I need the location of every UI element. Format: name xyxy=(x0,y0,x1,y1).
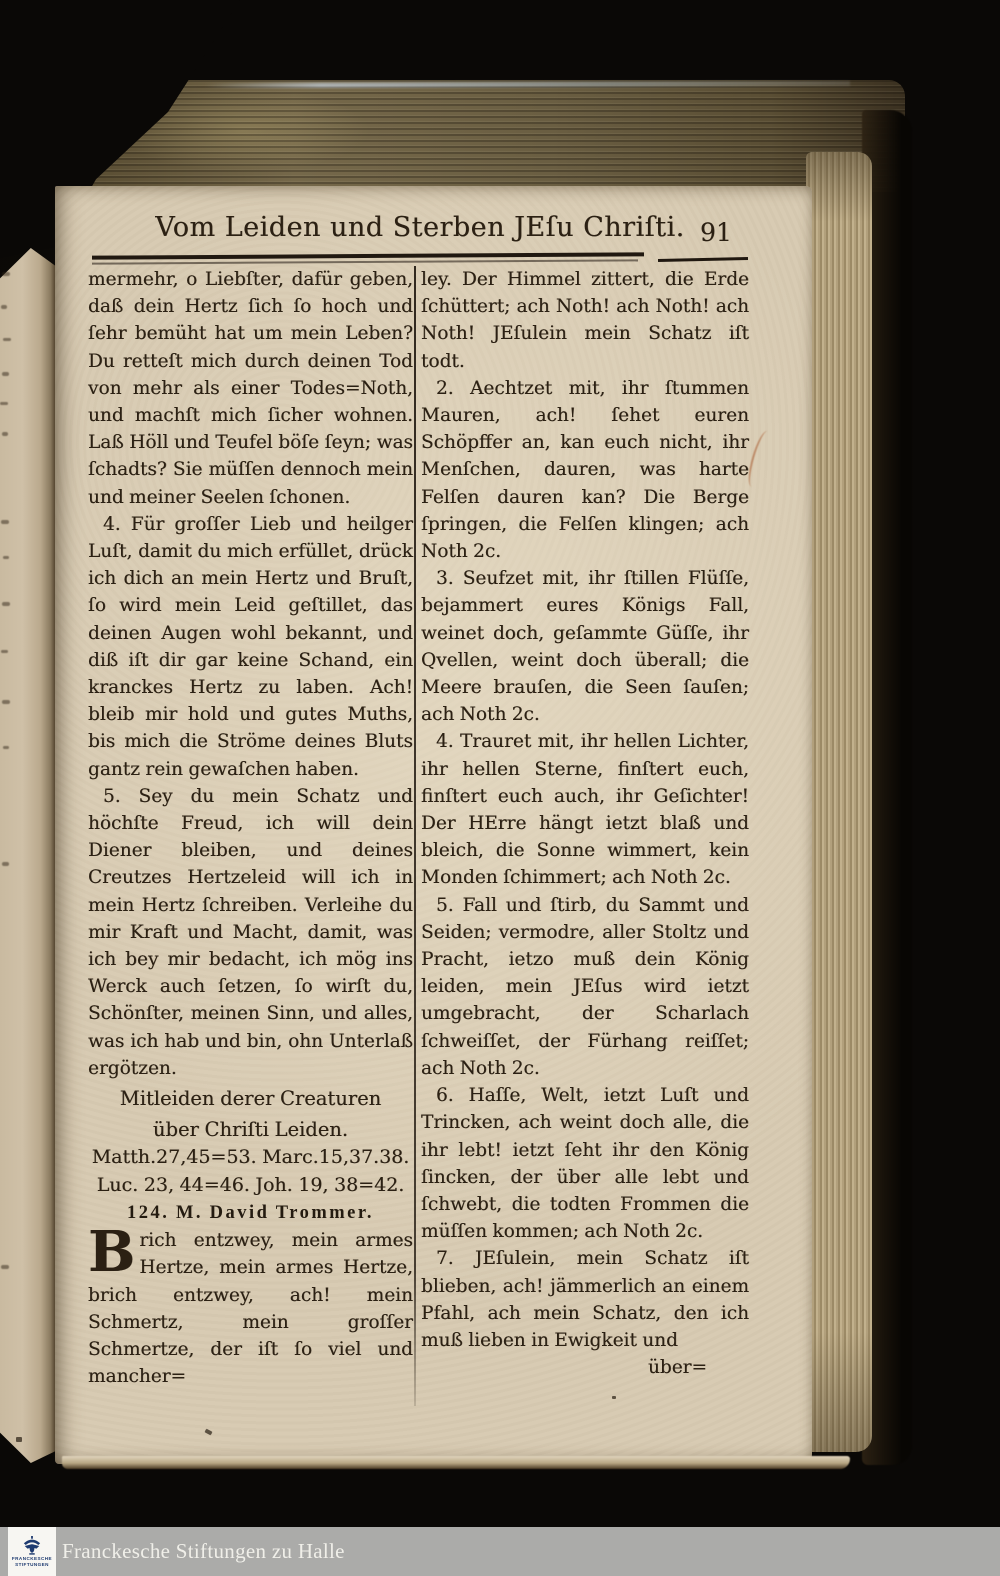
ghost-mark xyxy=(0,402,8,405)
stanza-paragraph: 7. JEſulein, mein Schatz iſt blieben, ach! jämmerlich an einem Pfahl, ach mein Schatz, den ich muß lieben in Ewigkeit und xyxy=(421,1248,749,1351)
footer-institution-title: Franckesche Stiftungen zu Halle xyxy=(62,1539,345,1563)
eagle-canopy-icon xyxy=(21,1536,43,1555)
hymn-continuation-paragraph: mermehr, o Liebſter, dafür geben, daß dein Hertz ſich ſo hoch und ſehr bemüht hat um mein Leben? Du retteſt mich durch deinen Tod von mehr als einer Todes=Noth, und machſt mich ſicher wohnen. Laß Höll und Teufel böſe ſeyn; was ſchadts? Sie müſſen dennoch mein und meiner Seelen ſchonen. xyxy=(88,269,413,508)
ghost-mark xyxy=(2,432,8,436)
ghost-mark xyxy=(1,305,7,309)
ghost-mark xyxy=(2,372,9,376)
ghost-mark xyxy=(3,746,9,749)
column-divider-rule xyxy=(414,266,416,1406)
book-bottom-edge xyxy=(62,1456,850,1469)
ghost-mark xyxy=(1,1265,9,1269)
ghost-mark xyxy=(2,700,10,704)
stanza-paragraph: 5. Sey du mein Schatz und höchſte Freud, ich will dein Diener bleiben, und deines Creutzes Hertzeleid will ich in mein Hertz ſchreiben. Verleihe du mir Kraft und Macht, damit, was ich bey mir bedacht, ich mög ins Werck auch ſetzen, ſo wirſt du, Schönſter, meinen Sinn, und alles, was ich hab und bin, ohn Unterlaß ergötzen. xyxy=(88,785,413,1079)
text-column-left xyxy=(88,266,413,1390)
scripture-reference-line: Matth.27,45=53. Marc.15,37.38. xyxy=(91,1146,410,1169)
stanza-paragraph: 4. Für groſſer Lieb und heilger Luſt, damit du mich erfüllet, drück ich dich an mein Hertz und Bruſt, ſo wird mein Leid geſtillet, das deinen Augen wohl bekannt, und diß iſt dir gar keine Schand, ein kranckes Hertz zu laben. Ach! bleib mir hold und gutes Muths, bis mich die Ströme deines Bluts gantz rein gewaſchen haben. xyxy=(88,513,413,780)
paper-speck xyxy=(16,1437,22,1442)
ghost-mark xyxy=(2,862,9,866)
text-column-right xyxy=(421,266,749,1381)
section-heading-line: Mitleiden derer Creaturen xyxy=(119,1087,382,1111)
book-fore-edge xyxy=(806,152,872,1452)
franckesche-stiftungen-logo[interactable] xyxy=(8,1527,56,1576)
page-number: 91 xyxy=(700,218,732,247)
ghost-mark xyxy=(2,272,10,276)
running-header-title: Vom Leiden und Sterben JEſu Chriſti. xyxy=(155,212,685,243)
ghost-mark xyxy=(1,520,9,524)
hymn-continuation-paragraph: ley. Der Himmel zittert, die Erde ſchüttert; ach Noth! ach Noth! ach Noth! JEſulein mein Schatz iſt todt. xyxy=(421,269,749,372)
hymn-opening-text: rich entzwey, mein armes Hertze, mein armes Hertze, brich entzwey, ach! mein Schmertz, mein groſſer Schmertze, der iſt ſo viel und mancher= xyxy=(88,1230,413,1388)
stanza-paragraph: 4. Trauret mit, ihr hellen Lichter, ihr hellen Sterne, finſtert euch, finſtert euch auch, ihr Geſichter! Der HErre hängt ietzt blaß und bleich, die Sonne wimmert, kein Monden ſchimmert; ach Noth 2c. xyxy=(421,731,749,889)
facing-page-edge xyxy=(0,248,56,1463)
ghost-mark xyxy=(1,650,8,653)
stanza-paragraph: 5. Fall und ſtirb, du Sammt und Seiden; vermodre, aller Stoltz und Pracht, ietzo muß dein König leiden, mein JEſus wird ietzt umgebracht, der Scharlach ſchweiſſet, der Fürhang reiſſet; ach Noth 2c. xyxy=(421,894,749,1079)
hymn-number-author: 124. M. David Trommer. xyxy=(126,1203,375,1224)
catchword: über= xyxy=(647,1357,707,1379)
paper-speck xyxy=(612,1396,616,1399)
logo-text-line: STIFTUNGEN xyxy=(15,1562,49,1567)
book-top-edge xyxy=(57,80,905,192)
drop-cap-initial: B xyxy=(88,1219,136,1286)
ghost-mark xyxy=(2,602,10,606)
stanza-paragraph: 2. Aechtzet mit, ihr ſtummen Mauren, ach! ſehet euren Schöpffer an, kan euch nicht, ihr Menſchen, dauren, was harte Felſen dauren kan? Die Berge ſpringen, die Felſen klingen; ach Noth 2c. xyxy=(421,377,749,563)
ghost-mark xyxy=(3,338,11,341)
stanza-paragraph: 6. Haſſe, Welt, ietzt Luſt und Trincken, ach weint doch alle, die ihr lebt! ietzt ſeht ihr den König ſincken, der über alle lebt und ſchwebt, die todten Frommen die müſſen kommen; ach Noth 2c. xyxy=(421,1085,749,1243)
hymn-opening-paragraph xyxy=(88,1219,413,1390)
ghost-mark xyxy=(3,556,9,559)
logo-text-line: FRANCKESCHE xyxy=(11,1555,53,1561)
section-heading-line: über Chriſti Leiden. xyxy=(152,1118,349,1142)
stanza-paragraph: 3. Seufzet mit, ihr ſtillen Flüſſe, bejammert eures Königs Fall, weinet doch, geſammte Güſſe, ihr Qvellen, weint doch überall; die Meere brauſen, die Seen ſauſen; ach Noth 2c. xyxy=(421,568,749,726)
scripture-reference-line: Luc. 23, 44=46. Joh. 19, 38=42. xyxy=(96,1173,405,1196)
